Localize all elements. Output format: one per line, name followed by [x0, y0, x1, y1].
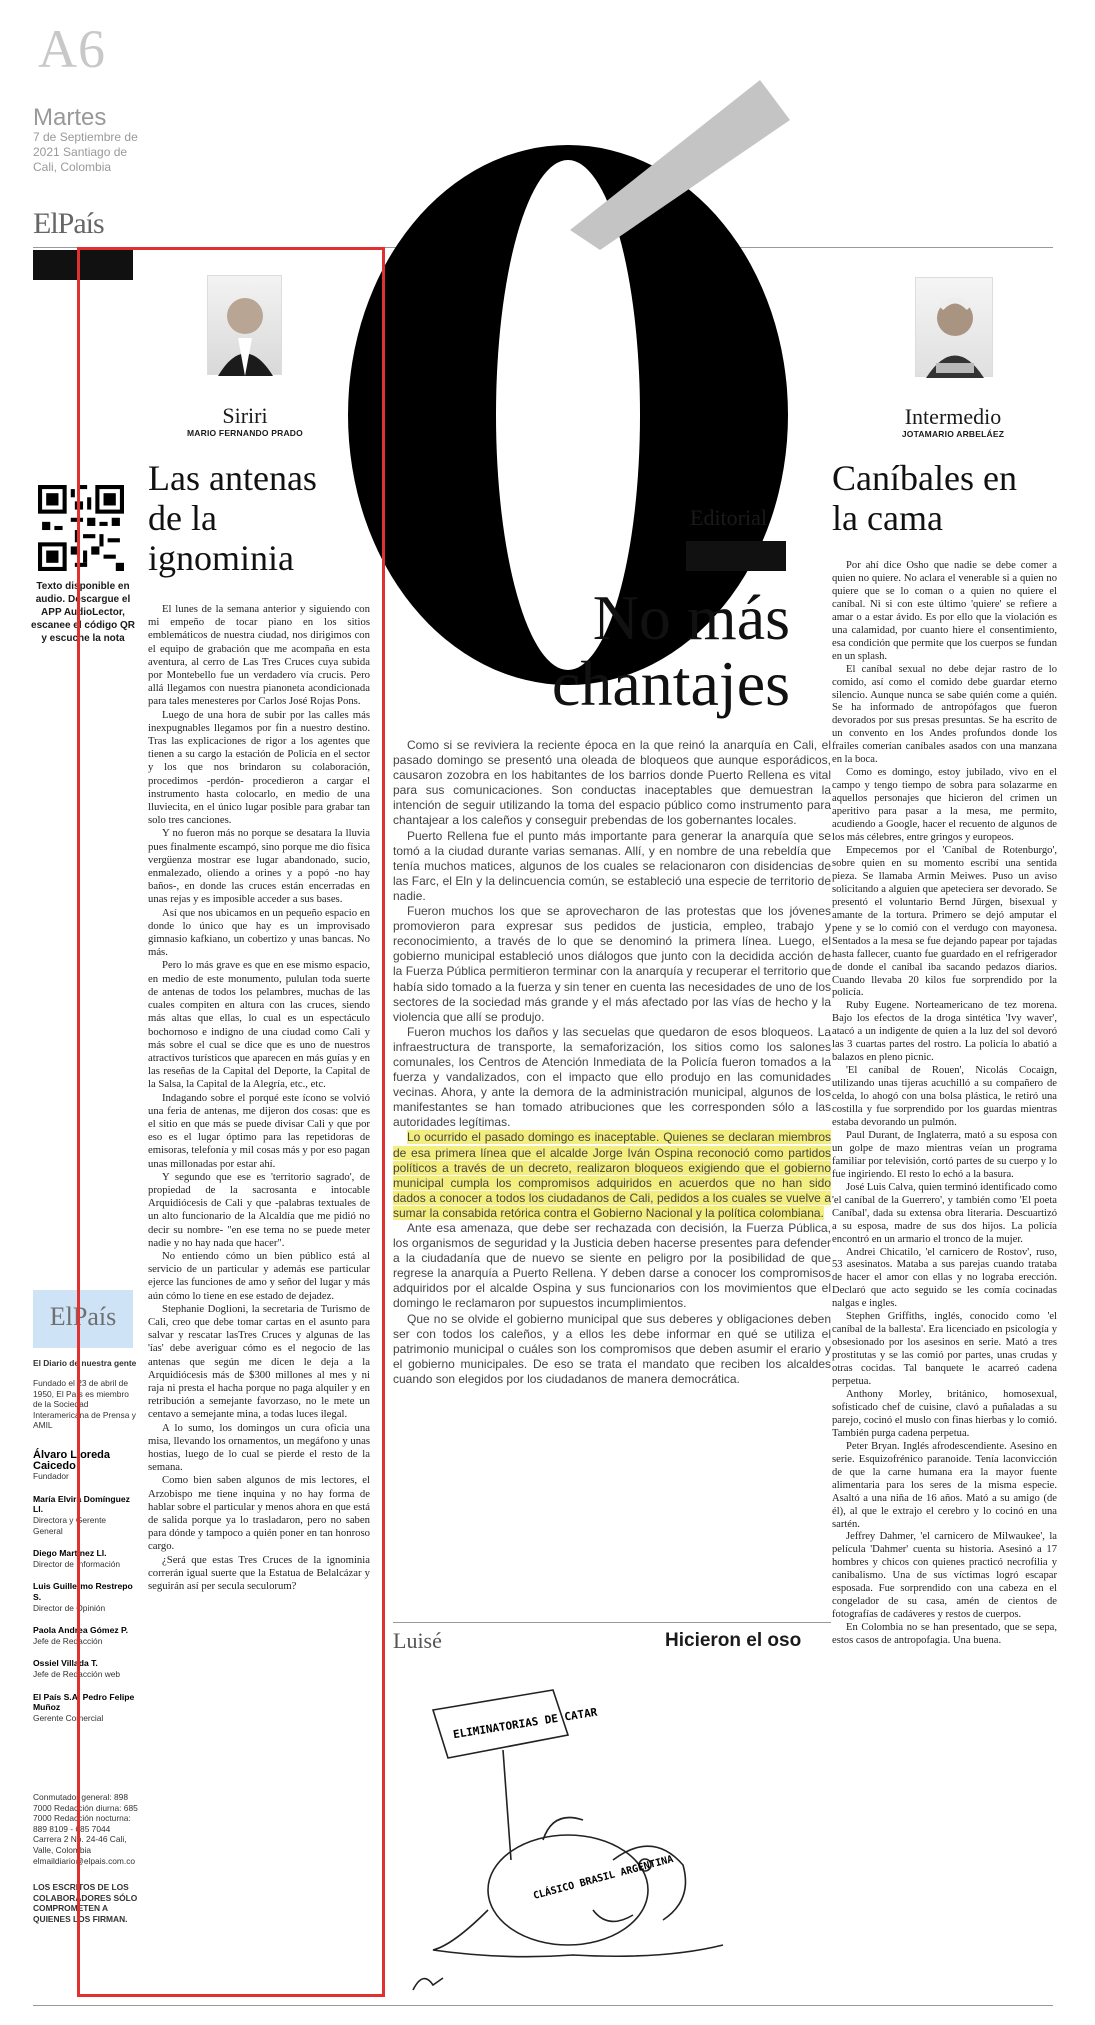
page-number: A6: [38, 19, 106, 79]
person-role: Jefe de Redacción: [33, 1635, 103, 1646]
editorial-label: Editorial: [690, 505, 767, 530]
paragraph: En Colombia no se han presentado, que se sepa, estos casos de antropofagia. Una buena.: [832, 1622, 1057, 1647]
paragraph: El caníbal sexual no debe dejar rastro de lo comido, así como el comido debe guardar eterno silencio. Aunque nunca se sabe quién come a quién. Se ha informado de antropófagos que fueron devorados por sus presas presuntas. Se ha escrito de un convento en los Andes profundos donde los frailes comerían caníbales asados con una manzana en la boca.: [832, 663, 1057, 766]
cartoon-author: Luisé: [393, 1628, 442, 1653]
paragraph: Peter Bryan. Inglés afrodescendiente. Asesino en serie. Esquizofrénico paranoide. Tenía laconvicción de que la carne humana era la mayor fuente alimentaria para los seres de la misma especie. Asaltó a una niña de 16 años. Mató a su amigo (de él), al que le extrajo el cerebro y lo cocinó en una sartén.: [832, 1440, 1057, 1530]
date-line: 7 de Septiembre de 2021 Santiago de Cali, Colombia: [33, 130, 138, 174]
paragraph: Que no se olvide el gobierno municipal que sus deberes y obligaciones deben ser con todos los caleños, y a ellos les debe informar en qué se utiliza el patrimonio municipal o cuáles son los compromisos que deben asumir el erario y el gobierno municipales. De eso se trata el mandato que reciben los alcaldes cuando son elegidos por los ciudadanos de manera democrática.: [393, 1311, 831, 1386]
paragraph: A lo sumo, los domingos un cura oficia una misa, llevando los ornamentos, un megáfono y unas hostias, luego de lo cual se pierde el resto de la semana.: [148, 1421, 370, 1474]
cartoon-title: Hicieron el oso: [665, 1630, 802, 1651]
paragraph: Y segundo que ese es 'territorio sagrado', de propiedad de la sacrosanta e intocable Arquidiócesis de Cali y que -palabras textuales de un alto funcionario de la Alcaldía que me pidió no decir su nombre- "en ese tema no se puede meter nadie y no hay nada que hacer".: [148, 1170, 370, 1249]
person-name: Ossiel Villada T.: [33, 1658, 98, 1669]
paragraph: ¿Será que estas Tres Cruces de la ignominia correrán igual suerte que la Estatua de Belalcázar y seguirán así per secula seculorum?: [148, 1553, 370, 1593]
paragraph: Y no fueron más no porque se desatara la lluvia pues finalmente escampó, sino porque me dio física vergüenza mostrar ese lugar abandonado, sucio, enmalezado, oliendo a orines y a popó -no hay baños-, en donde las cruces están encerradas en unas rejas y es imposible acceder a sus bases.: [148, 827, 370, 906]
column-headline: Las antenas de la ignominia: [148, 458, 317, 578]
person-role: Jefe de Redacción web: [33, 1668, 121, 1679]
paragraph: Puerto Rellena fue el punto más importante para generar la anarquía que se tomó a la ciudad durante varias semanas. Allí, y en nombre de una rebeldía que tenía muchos matices, algunos de los cuales se relacionaron con disidencias de las Farc, el Eln y la delincuencia común, se estableció una especie de territorio de nadie.: [393, 828, 831, 903]
person-name: Álvaro Lloreda Caicedo: [33, 1449, 111, 1472]
person-role: Fundador: [33, 1471, 69, 1482]
paragraph: Paul Durant, de Inglaterra, mató a su esposa con un golpe de mazo mientras veían un programa familiar por televisión, cortó partes de su cuerpo y lo fue ingiriendo. El resto lo echó a la basura.: [832, 1129, 1057, 1180]
paragraph: Stephen Griffiths, inglés, conocido como 'el caníbal de la ballesta'. Era licenciado en psicología y obsesionado por los asesinos en serie. Mató a tres prostitutas y se las comió por partes, unas crudas y otras cocidas. Tal banquete le acarreó cadena perpetua.: [832, 1311, 1057, 1388]
newspaper-logo: ElPaís: [33, 207, 104, 240]
cartoon-ball: CLÁSICO BRASIL ARGENTINA: [532, 1853, 675, 1902]
masthead-disclaimer: LOS ESCRITOS DE LOS COLABORADORES SÓLO COMPROMETEN A QUIENES LOS FIRMAN.: [33, 1882, 138, 1924]
right-column-author: JOTAMARIO ARBELÁEZ: [901, 429, 1005, 439]
audio-note: Texto disponible en audio. Descargue el APP AudioLector, escanee el código QR y escuche la nota: [31, 581, 135, 644]
author-photo-right: [915, 277, 993, 377]
cartoon-rule: [393, 1622, 831, 1623]
paragraph: Fueron muchos los que se aprovecharon de las protestas que los jóvenes promovieron para expresar sus pedidos de justicia, empleo, trabajo y reconocimiento, a través de lo que se denominó la primera línea. Luego, el gobierno municipal estableció unos diálogos que junto con la decidida acción de la Fuerza Pública permitieron terminar con la anarquía y recuperar el territorio que había sido tomado a la fuerza y sin tener en cuenta las necesidades de uno de los sectores de la sociedad más grande y el más afectado por las vías de hecho y la violencia que allí se produjo.: [393, 904, 831, 1024]
person-name: Paola Andrea Gómez P.: [33, 1625, 129, 1636]
selection-box[interactable]: [77, 247, 385, 1997]
masthead-founded: Fundado el 23 de abril de 1950, El País es miembro de la Sociedad Interamericana de Prensa y AMIL: [33, 1378, 136, 1431]
person-name: Luis Guillermo Restrepo S.: [33, 1581, 133, 1602]
paragraph: 'El caníbal de Rouen', Nicolás Cocaign, utilizando unas tijeras acuchilló a su compañero de celda, lo ahogó con una bolsa plástica, le retiró una costilla y fue sorprendido por los guardas mientras estaba devorando un pulmón.: [832, 1065, 1057, 1128]
editorial-body: [393, 738, 831, 1387]
paragraph: Empecemos por el 'Caníbal de Rotenburgo', sobre quien en su momento escribí una sentida pieza. Se llamaba Armin Meiwes. Puso un aviso solicitando a alguien que apeteciera ser devorado. Se presentó el voluntario Bernd Jürgen, bisexual y amante de la tortura. Primero se dejó amputar el pene y se lo comió con el verdugo con mayonesa. Sentados a la mesa se fue dejando papear por tajadas hasta fallecer, cuanto fue guardado en el refrigerador de donde el caníbal iba sacando pedazos diarios. Cuando llevaba 20 kilos fue sorprendido por la policía.: [832, 844, 1057, 999]
right-column-title: Intermedio: [904, 404, 1002, 429]
paragraph: Stephanie Doglioni, la secretaria de Turismo de Cali, creo que debe tomar cartas en el asunto para salvar y rescatar lasTres Cruces y algunas de las 'ías' debe averiguar cómo es el negocio de las antenas que según me dicen le deja a la Arquidiócesis más de $300 millones al mes y ni raja ni presta el hacha porque no paga alquiler y en retribución a semejante favorzaso, no le mete un centavo a semejante mina, a todas luces ilegal.: [148, 1302, 370, 1421]
paragraph: El lunes de la semana anterior y siguiendo con mi empeño de tocar piano en los sitios emblemáticos de nuestra ciudad, nos dirigimos con el equipo de grabación que me acompaña en esta aventura, al cerro de Las Tres Cruces cuya subida por Montebello fue un verdadero vía crucis. Pero allá llegamos con nuestra pianoneta acondicionada para tales menesteres por Carlos José Rojas Pons.: [148, 603, 370, 708]
paragraph: Ruby Eugene. Norteamericano de tez morena. Bajo los efectos de la droga sintética 'Ivy waver', atacó a un indigente de quien a la luz del sol devoró las 3 cuartas partes del rostro. La policía lo abatió a balazos en pleno picnic.: [832, 1000, 1057, 1064]
cartoon-drawing: [393, 1660, 831, 2000]
column-author: MARIO FERNANDO PRADO: [187, 428, 303, 438]
paragraph: Indagando sobre el porqué este ícono se volvió una feria de antenas, me dijeron dos cosas: que es el sitio en que más se puede divisar Cali y que por eso es el lugar óptimo para las repetidoras de emisoras, telefonía y mil cosas más y por eso pagan unas millonadas por estar ahí.: [148, 1091, 370, 1170]
paragraph: Jeffrey Dahmer, 'el carnicero de Milwaukee', la película 'Dahmer' cuenta su historia. Asesinó a 17 hombres y chicos con quienes practicó necrofilia y canibalismo. Una de sus víctimas logró escapar esposada. Fue sorprendido con una cabeza en el congelador de su casa, amén de cientos de fotografías de cadáveres y restos de cuerpos.: [832, 1531, 1057, 1621]
paragraph: Pero lo más grave es que en ese mismo espacio, en medio de este monumento, pululan toda suerte de antenas de todos los pelambres, muchas de las cuales compiten en altura con las cruces, siendo más altas que ellas, lo cual es un espectáculo bochornoso e indigno de una ciudad como Cali y más sobre el cual se dice que es uno de nuestros atractivos turísticos que aparecen en más guías y en las reseñas de la Capital del Deporte, la Capital de la Salsa, la Capital de la Alegría, etc., etc.: [148, 959, 370, 1091]
date-day: Martes: [33, 104, 107, 131]
cartoon-sign: ELIMINATORIAS DE CATAR: [452, 1705, 599, 1742]
person-name: María Elvira Domínguez Ll.: [33, 1493, 130, 1515]
person-name: Diego Martínez Ll.: [33, 1548, 107, 1559]
highlighted-paragraph: [393, 1130, 831, 1221]
paragraph: Como bien saben algunos de mis lectores, el Arzobispo me tiene inquina y no hay forma de hablar sobre el particular y menos ahora en que está de salida porque ya lo trasladaron, pero no saben para dónde y tampoco a quién poner en tan honroso cargo.: [148, 1474, 370, 1553]
highlight[interactable]: Lo ocurrido el pasado domingo es inaceptable. Quienes se declaran miembros de esa primera línea que el alcalde Jorge Iván Ospina reconoció como partidos políticos a través de un decreto, realizaron bloqueos exigiendo que el gobierno municipal cumpla los compromisos adquiridos en acuerdos que no han sido dados a conocer a todos los ciudadanos de Cali, pedidos a los cuales se vuelve a sumar la consabida retórica contra el Gobierno Nacional y la política colombiana.: [393, 1130, 831, 1220]
paragraph: Así que nos ubicamos en un pequeño espacio en donde lo único que hay es un improvisado gimnasio kafkiano, un cobertizo y unas bancas. No más.: [148, 906, 370, 959]
column-title: Siriri: [222, 403, 268, 428]
right-column-headline: Caníbales en la cama: [832, 458, 1017, 538]
paragraph: Por ahí dice Osho que nadie se debe comer a quien no quiere. No aclara el venerable si a quien no quiere que se lo coman o a quien no quiere el caníbal. Ni si con este último 'quiere' se refiere a amar o a estar ávido. Es por ello que la violación es una calamidad, por cuanto hiere el consentimiento, esa condición que permite que los cuerpos se fundan en un splash.: [832, 560, 1057, 662]
paragraph: Anthony Morley, británico, homosexual, sofisticado chef de cuisine, clavó a puñaladas a su parejo, cocinó el muslo con finas hierbas y lo comió. También purga cadena perpetua.: [832, 1389, 1057, 1439]
person-role: Gerente Comercial: [33, 1712, 104, 1723]
paragraph: Como si se reviviera la reciente época en la que reinó la anarquía en Cali, el pasado domingo se presentó una oleada de bloqueos que aunque esporádicos, causaron zozobra en los habitantes de los barrios donde Puerto Rellena es vital para sus comunicaciones. Son conductas inaceptables que demuestran la intención de seguir utilizando la toma del espacio público como instrumento para chantajear a los caleños y conseguir prebendas de los gobernantes locales.: [393, 738, 831, 828]
person-role: Director de Opinión: [33, 1602, 106, 1613]
editorial-headline: No más chantajes: [551, 582, 790, 719]
right-column-body: [832, 560, 1057, 1648]
person-name: El País S.A. Pedro Felipe Muñoz: [33, 1691, 135, 1713]
masthead-logo: ElPaís: [33, 1290, 133, 1348]
paragraph: José Luis Calva, quien terminó identificado como 'el caníbal de la Guerrero', y también como 'El poeta Caníbal', dada su extensa obra literaria. Descuartizó a su esposa, madre de sus dos hijos. La policía encontró en un armario el tronco de la mujer.: [832, 1181, 1057, 1245]
masthead-contact: Conmutador general: 898 7000 Redacción diurna: 685 7000 Redacción nocturna: 889 8109 - 685 7044 Carrera 2 No. 24-46 Cali, Valle, Colombia elmaildiario@elpais.com.co: [33, 1792, 138, 1866]
editorial-bar: [686, 541, 786, 571]
person-role: Director de Información: [33, 1558, 121, 1569]
bottom-rule: [33, 2005, 1053, 2006]
paragraph: Ante esa amenaza, que debe ser rechazada con decisión, la Fuerza Pública, los organismos de seguridad y la Justicia deben hacerse presentes para defender a la ciudadanía que de nuevo se siente en peligro por la posibilidad de que regrese la anarquía a Puerto Rellena. Y deben darse a conocer los compromisos adquiridos por el alcalde Ospina y sus funcionarios con los movimientos que el domingo le reclamaron por supuestos incumplimientos.: [393, 1221, 831, 1311]
paragraph: Como es domingo, estoy jubilado, vivo en el campo y tengo tiempo de sobra para solazarme en aquellos personajes que hicieron del crimen un aperitivo para pasar a la mesa, me permito, acudiendo a Google, hacer el recuento de algunos de los más célebres, entre gringos y europeos.: [832, 767, 1057, 844]
paragraph: Andrei Chicatilo, 'el carnicero de Rostov', ruso, 53 asesinatos. Mataba a sus parejas cuando trataba de hacer el amor con ellas y no lograba erección. Declaró que acto seguido se les comía cocinadas nalgas e ingles.: [832, 1246, 1057, 1310]
paragraph: Luego de una hora de subir por las calles más inexpugnables llegamos por fin a nuestro destino. Tras las explicaciones de rigor a los agentes que tienen a su cargo la estación de Policía en el sector y los que nos brindaron su colaboración, procedimos -perdón- procedieron a cargar el instrumento hasta colocarlo, en medio de una lluviecita, en el único lugar posible para grabar tan solo tres canciones.: [148, 708, 370, 827]
paragraph: No entiendo cómo un bien público está al servicio de un particular y además ese particular ejerce las funciones de amo y señor del lugar y más aún cómo lo tiene en ese estado de dejadez.: [148, 1249, 370, 1302]
person-role: Directora y Gerente General: [33, 1514, 107, 1536]
masthead-tagline: El Diario de nuestra gente: [33, 1358, 137, 1368]
paragraph: Fueron muchos los daños y las secuelas que quedaron de esos bloqueos. La infraestructura de transporte, la semaforización, los sitios como los salones comunales, los Centros de Atención Inmediata de la Policía fueron tomados a la fuerza y vandalizados, con el impacto que ello produjo en las comunidades vecinas. Ahora, y ante la demora de la administración municipal, algunos de los manifestantes se han tomado atribuciones que les corresponden sólo a las autoridades legítimas.: [393, 1024, 831, 1130]
